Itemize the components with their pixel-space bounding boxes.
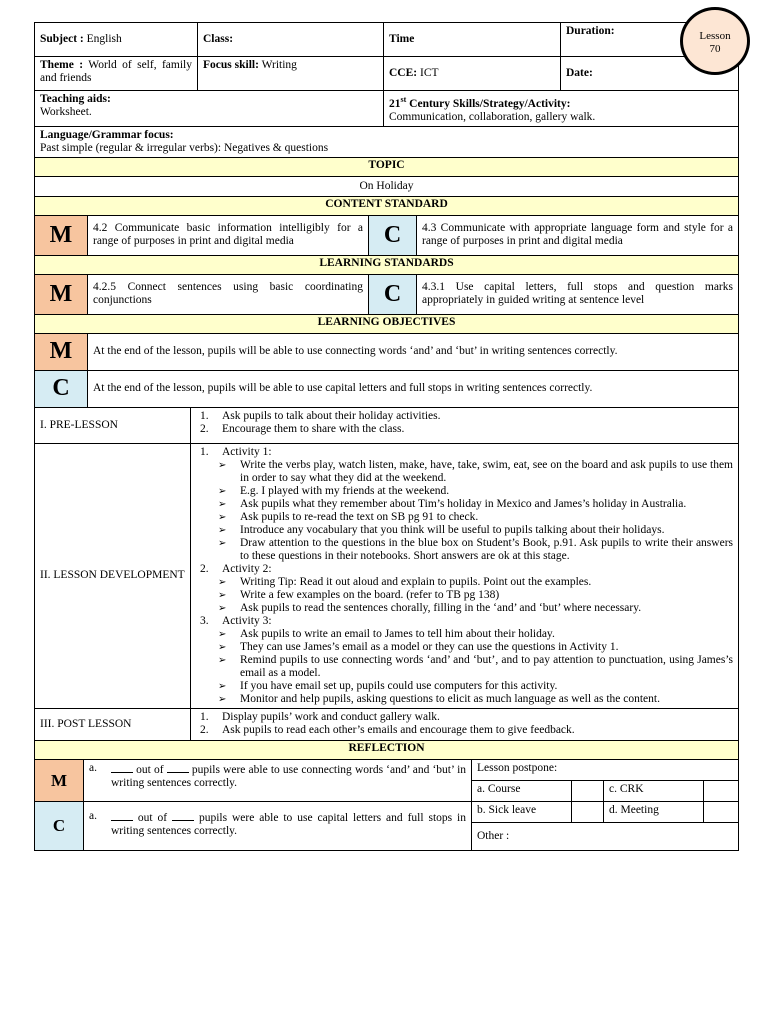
arrow-bullet-icon: ➢ [218,589,227,601]
content-c-letter: C [369,215,417,255]
content-standard-header: CONTENT STANDARD [35,196,739,215]
activity-title: 1. Activity 1: [200,445,272,458]
aids-label: Teaching aids: [40,93,111,105]
duration-cell: Duration: [561,23,739,57]
aids-cell [35,91,384,127]
postpone-crk-check[interactable] [704,780,739,801]
focus-label: Focus skill: [203,59,259,71]
arrow-bullet-icon: ➢ [218,680,227,692]
reflection-c-text: a. out of pupils were able to use capital letters and full stops in writing sentences correctly. [84,801,472,850]
list-item: ➢ Remind pupils to use connecting words ‘and’ and ‘but’, and to pay attention to punctuation, using James’s email as a model. [218,653,733,679]
time-cell: Time [384,23,561,57]
list-item: ➢ Ask pupils what they remember about Tim’s holiday in Mexico and James’s holiday in Australia. [218,497,687,510]
postpone-other: Other : [472,822,739,850]
arrow-bullet-icon: ➢ [218,654,227,666]
subject-value: English [86,33,122,45]
postpone-meeting-check[interactable] [704,801,739,822]
reflection-m-text: a. out of pupils were able to use connecting words ‘and’ and ‘but’ in writing sentences correctly. [84,759,472,801]
arrow-bullet-icon: ➢ [218,485,227,497]
badge-label: Lesson [699,30,731,42]
topic-value: On Holiday [35,176,739,196]
header-table [34,22,739,216]
reflection-header: REFLECTION [35,740,739,759]
objective-c-letter: C [35,370,88,407]
list-item: ➢ Writing Tip: Read it out aloud and explain to pupils. Point out the examples. [218,575,592,588]
standards-m-letter: M [35,274,88,314]
content-c-text: 4.3 Communicate with appropriate language form and style for a range of purposes in print and digital media [417,215,739,255]
list-item: 1. Display pupils’ work and conduct gallery walk. [200,710,440,723]
arrow-bullet-icon: ➢ [218,511,227,523]
subject-label: Subject : [40,33,84,45]
arrow-bullet-icon: ➢ [218,459,227,471]
list-item: ➢ Monitor and help pupils, asking questions to elicit as much language as well as the content. [218,692,660,705]
learning-standards-header: LEARNING STANDARDS [35,255,739,274]
postpone-sick-check[interactable] [572,801,604,822]
standards-table [34,215,739,334]
lesson-number-badge [680,7,750,75]
theme-value: World of self, family and friends [40,59,192,84]
development-label: II. LESSON DEVELOPMENT [35,443,191,708]
objective-m-letter: M [35,333,88,370]
focus-cell [198,57,384,91]
arrow-bullet-icon: ➢ [218,602,227,614]
post-lesson-content [191,708,739,740]
list-item: ➢ Draw attention to the questions in the blue box on Student’s Book, p.91. Ask pupils to write their answers to these questions in their notebooks. Short answers are ok at this stage. [218,536,733,562]
arrow-bullet-icon: ➢ [218,641,227,653]
postpone-meeting: d. Meeting [604,801,704,822]
activity-title: 3. Activity 3: [200,614,272,627]
reflection-c-letter: C [35,801,84,850]
objectives-table [34,333,739,408]
pre-lesson-content [191,407,739,443]
content-m-text: 4.2 Communicate basic information intelligibly for a range of purposes in print and digital media [88,215,369,255]
century-label: 21st Century Skills/Strategy/Activity: [389,95,571,110]
pre-lesson-label: I. PRE-LESSON [35,407,191,443]
grammar-cell [35,126,739,157]
list-item: ➢ Introduce any vocabulary that you think will be useful to pupils talking about their holidays. [218,523,665,536]
postpone-course: a. Course [472,780,572,801]
postpone-label: Lesson postpone: [472,759,739,780]
list-item: ➢ Ask pupils to read the sentences chorally, filling in the ‘and’ and ‘but’ where necessary. [218,601,642,614]
objective-m-text: At the end of the lesson, pupils will be able to use connecting words ‘and’ and ‘but’ in writing sentences correctly. [88,333,739,370]
focus-value: Writing [261,59,297,71]
list-item: 1. Ask pupils to talk about their holiday activities. [200,409,441,422]
postpone-sick: b. Sick leave [472,801,572,822]
activity-title: 2. Activity 2: [200,562,272,575]
cce-value: ICT [420,67,439,79]
reflection-table [34,759,739,851]
century-value: Communication, collaboration, gallery walk. [389,110,596,123]
arrow-bullet-icon: ➢ [218,693,227,705]
theme-cell [35,57,198,91]
list-item: ➢ Ask pupils to write an email to James to tell him about their holiday. [218,627,555,640]
postpone-crk: c. CRK [604,780,704,801]
cce-label: CCE: [389,67,418,79]
standards-c-text: 4.3.1 Use capital letters, full stops and question marks appropriately in guided writing at sentence level [417,274,739,314]
list-item: ➢ E.g. I played with my friends at the weekend. [218,484,450,497]
reflection-m-letter: M [35,759,84,801]
cce-cell [384,57,561,91]
list-item: ➢ Ask pupils to re-read the text on SB pg 91 to check. [218,510,479,523]
century-cell [384,91,739,127]
aids-value: Worksheet. [40,106,92,118]
post-lesson-label: III. POST LESSON [35,708,191,740]
subject-cell [35,23,198,57]
stages-table [34,407,739,760]
arrow-bullet-icon: ➢ [218,576,227,588]
date-cell: Date: [561,57,739,91]
grammar-label: Language/Grammar focus: [40,128,174,141]
theme-label: Theme : [40,59,84,71]
postpone-course-check[interactable] [572,780,604,801]
badge-number: 70 [709,43,721,55]
list-item: 2. Ask pupils to read each other’s emails and encourage them to give feedback. [200,723,575,736]
objective-c-text: At the end of the lesson, pupils will be able to use capital letters and full stops in writing sentences correctly. [88,370,739,407]
list-item: ➢ Write the verbs play, watch listen, make, have, take, swim, eat, see on the board and ask pupils to use them in order to say what they did at the weekend. [218,458,733,484]
arrow-bullet-icon: ➢ [218,498,227,510]
class-cell: Class: [198,23,384,57]
topic-header: TOPIC [35,157,739,176]
arrow-bullet-icon: ➢ [218,628,227,640]
list-item: 2. Encourage them to share with the class. [200,422,405,435]
list-item: ➢ If you have email set up, pupils could use computers for this activity. [218,679,558,692]
list-item: ➢ They can use James’s email as a model or they can use the questions in Activity 1. [218,640,619,653]
learning-objectives-header: LEARNING OBJECTIVES [35,314,739,333]
arrow-bullet-icon: ➢ [218,537,227,549]
list-item: ➢ Write a few examples on the board. (refer to TB pg 138) [218,588,500,601]
grammar-value: Past simple (regular & irregular verbs): Negatives & questions [40,141,329,154]
arrow-bullet-icon: ➢ [218,524,227,536]
standards-c-letter: C [369,274,417,314]
standards-m-text: 4.2.5 Connect sentences using basic coordinating conjunctions [88,274,369,314]
content-m-letter: M [35,215,88,255]
lesson-plan [34,22,738,851]
development-content [191,443,739,708]
